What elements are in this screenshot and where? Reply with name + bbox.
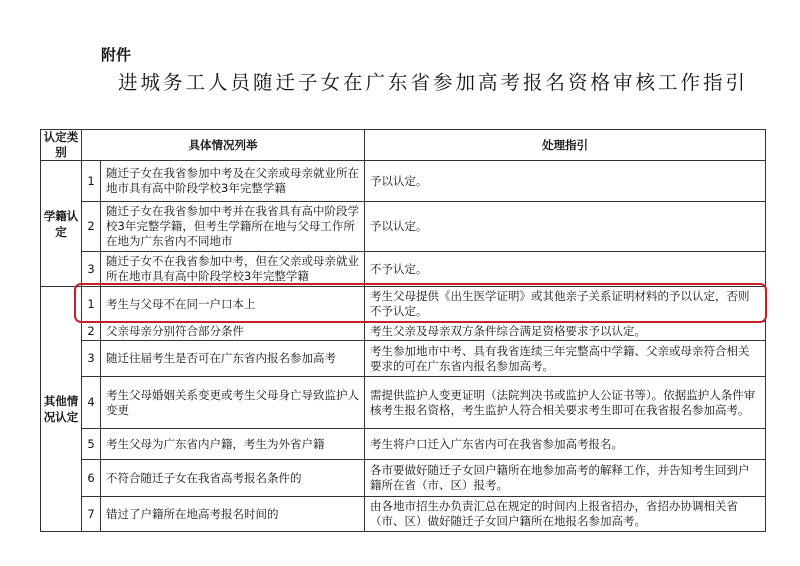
table-row [41,429,766,460]
row-number: 2 [82,202,101,252]
table-row [41,497,766,532]
guidance-cell: 需提供监护人变更证明（法院判决书或监护人公证书等）。依据监护人条件审核考生报名资格，考生监护人符合相关要求考生即可在我省报名参加高考。 [365,377,766,429]
situation-cell: 考生父母为广东省内户籍，考生为外省户籍 [101,429,365,460]
category-cell: 其他情况认定 [41,287,82,532]
guidance-cell: 考生父母提供《出生医学证明》或其他亲子关系证明材料的予以认定，否则不予认定。 [365,287,766,322]
table-row [41,377,766,429]
table-row [41,460,766,497]
guidance-cell: 予以认定。 [365,161,766,202]
row-number: 4 [82,377,101,429]
row-number: 6 [82,460,101,497]
guidance-cell: 予以认定。 [365,202,766,252]
situation-cell: 随迁子女在我省参加中考及在父亲或母亲就业所在地市具有高中阶段学校3年完整学籍 [101,161,365,202]
guidance-cell: 考生参加地市中考、具有我省连续三年完整高中学籍、父亲或母亲符合相关要求的可在广东省内报名参加高考。 [365,341,766,377]
document-title: 进城务工人员随迁子女在广东省参加高考报名资格审核工作指引 [118,71,749,94]
review-guidance-table [40,129,766,532]
guidance-cell: 由各地市招生办负责汇总在规定的时间内上报省招办，省招办协调相关省（市、区）做好随迁子女回户籍所在地报名参加高考。 [365,497,766,532]
situation-cell: 错过了户籍所在地高考报名时间的 [101,497,365,532]
row-number: 1 [82,287,101,322]
table-row-highlighted [41,287,766,322]
row-number: 3 [82,252,101,287]
row-number: 3 [82,341,101,377]
situation-cell: 随迁子女不在我省参加中考，但在父亲或母亲就业所在地市具有高中阶段学校3年完整学籍 [101,252,365,287]
table-row [41,202,766,252]
situation-cell: 考生与父母不在同一户口本上 [101,287,365,322]
table-row [41,322,766,341]
table-row [41,161,766,202]
row-number: 1 [82,161,101,202]
guidance-cell: 各市要做好随迁子女回户籍所在地参加高考的解释工作，并告知考生回到户籍所在省（市、区）报考。 [365,460,766,497]
situation-cell: 父亲母亲分别符合部分条件 [101,322,365,341]
header-guidance: 处理指引 [365,130,766,161]
table-row [41,252,766,287]
row-number: 7 [82,497,101,532]
table-row [41,341,766,377]
category-cell: 学籍认定 [41,161,82,287]
situation-cell: 随迁往届考生是否可在广东省内报名参加高考 [101,341,365,377]
guidance-cell: 不予认定。 [365,252,766,287]
header-situation: 具体情况列举 [82,130,365,161]
attachment-label: 附件 [101,46,132,64]
guidance-cell: 考生将户口迁入广东省内可在我省参加高考报名。 [365,429,766,460]
situation-cell: 考生父母婚姻关系变更或考生父母身亡导致监护人变更 [101,377,365,429]
row-number: 5 [82,429,101,460]
guidance-cell: 考生父亲及母亲双方条件综合满足资格要求予以认定。 [365,322,766,341]
situation-cell: 不符合随迁子女在我省高考报名条件的 [101,460,365,497]
row-number: 2 [82,322,101,341]
situation-cell: 随迁子女在我省参加中考并在我省具有高中阶段学校3年完整学籍，但考生学籍所在地与父母工作所在地为广东省内不同地市 [101,202,365,252]
table-header-row [41,130,766,161]
header-category: 认定类别 [41,130,82,161]
